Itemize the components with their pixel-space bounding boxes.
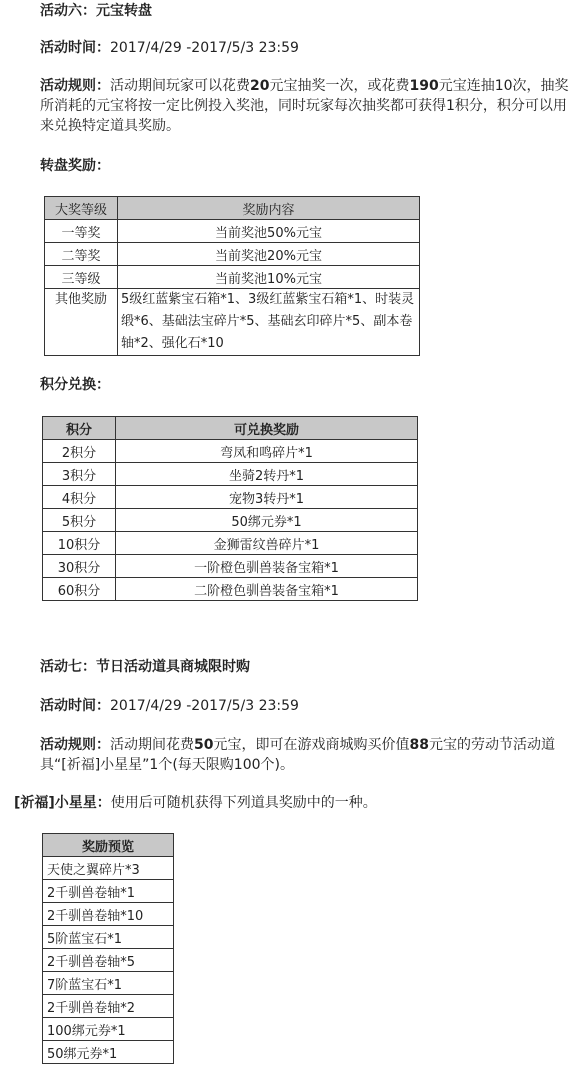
- table-cell: 4积分: [43, 486, 116, 509]
- wheel-rewards-table: [44, 196, 420, 356]
- table-row: [43, 880, 174, 903]
- table-cell: 二等奖: [45, 243, 118, 266]
- section7-rules-label: 活动规则：: [40, 737, 110, 753]
- table-cell: 宠物3转丹*1: [116, 486, 418, 509]
- section7-rules-text-1: 活动期间花费: [110, 737, 194, 753]
- table-header-row: [43, 834, 174, 857]
- table-cell: 当前奖池10%元宝: [118, 266, 420, 289]
- section6-time-value: 2017/4/29 -2017/5/3 23:59: [110, 40, 299, 56]
- table-row: [43, 532, 418, 555]
- table-cell: 3积分: [43, 463, 116, 486]
- table-header-cell: 奖励内容: [118, 197, 420, 220]
- section6-rules-cost-single: 20: [250, 78, 270, 94]
- section6-time: [40, 37, 299, 59]
- section6-rules: [40, 76, 570, 136]
- table-row: [43, 486, 418, 509]
- table-row: [43, 440, 418, 463]
- table-cell: 50绑元券*1: [116, 509, 418, 532]
- section7-title: 活动七：节日活动道具商城限时购: [40, 659, 250, 675]
- table-cell: 7阶蓝宝石*1: [43, 972, 174, 995]
- table-header-cell: 积分: [43, 417, 116, 440]
- section6-rules-text-1: 活动期间玩家可以花费: [110, 78, 250, 94]
- table-row: [43, 463, 418, 486]
- table-cell: 2千驯兽卷轴*10: [43, 903, 174, 926]
- table-cell: 弯凤和鸣碎片*1: [116, 440, 418, 463]
- table-row: [43, 857, 174, 880]
- table-cell: 10积分: [43, 532, 116, 555]
- table-row: [43, 1018, 174, 1041]
- table-cell: 三等级: [45, 266, 118, 289]
- section6-rules-text-3: 元宝连抽10次，抽奖所消耗的元宝将按一定比例投入奖池，同时玩家每次抽奖都可获得1积分，积分可以用来兑换特定道具奖励。: [40, 78, 569, 134]
- table-cell: 金狮雷纹兽碎片*1: [116, 532, 418, 555]
- table-row: [43, 555, 418, 578]
- star-item-description: [14, 792, 377, 814]
- section7-rules-value: 88: [409, 737, 429, 753]
- table-cell: 其他奖励: [45, 289, 118, 356]
- section7-rules: [40, 735, 570, 775]
- table-cell: 当前奖池20%元宝: [118, 243, 420, 266]
- table-row: [43, 972, 174, 995]
- table-row: [43, 1041, 174, 1064]
- table-cell: 5级红蓝紫宝石箱*1、3级红蓝紫宝石箱*1、时装灵缎*6、基础法宝碎片*5、基础玄印碎片*5、副本卷轴*2、强化石*10: [118, 289, 420, 356]
- table-cell: 一等奖: [45, 220, 118, 243]
- star-item-label: [祈福]小星星：: [14, 795, 111, 811]
- section7-rules-cost: 50: [194, 737, 214, 753]
- table-cell: 30积分: [43, 555, 116, 578]
- table-cell: 2千驯兽卷轴*1: [43, 880, 174, 903]
- table-header-cell: 大奖等级: [45, 197, 118, 220]
- table-cell: 50绑元券*1: [43, 1041, 174, 1064]
- table-cell: 2积分: [43, 440, 116, 463]
- table-row: [45, 220, 420, 243]
- table-cell: 坐骑2转丹*1: [116, 463, 418, 486]
- wheel-rewards-title: 转盘奖励：: [40, 158, 110, 174]
- table-header-cell: 奖励预览: [43, 834, 174, 857]
- table-cell: 5积分: [43, 509, 116, 532]
- table-cell: 5阶蓝宝石*1: [43, 926, 174, 949]
- table-cell: 二阶橙色驯兽装备宝箱*1: [116, 578, 418, 601]
- section7-time-value: 2017/4/29 -2017/5/3 23:59: [110, 698, 299, 714]
- section7-time: [40, 695, 299, 717]
- table-row: [43, 949, 174, 972]
- section7-time-label: 活动时间：: [40, 698, 110, 714]
- points-exchange-table: [42, 416, 418, 601]
- section6-title: 活动六：元宝转盘: [40, 3, 152, 19]
- table-cell: 100绑元券*1: [43, 1018, 174, 1041]
- table-cell: 2千驯兽卷轴*5: [43, 949, 174, 972]
- section7-rules-text-3: 元宝的劳动节活动道具“[祈福]小星星”1个(每天限购100个)。: [40, 737, 555, 773]
- section6-rules-label: 活动规则：: [40, 78, 110, 94]
- table-cell: 2千驯兽卷轴*2: [43, 995, 174, 1018]
- table-cell: 一阶橙色驯兽装备宝箱*1: [116, 555, 418, 578]
- table-cell: 天使之翼碎片*3: [43, 857, 174, 880]
- table-row: [45, 289, 420, 356]
- table-header-row: [43, 417, 418, 440]
- section7-rules-text-2: 元宝，即可在游戏商城购买价值: [213, 737, 410, 753]
- table-row: [45, 243, 420, 266]
- table-cell: 60积分: [43, 578, 116, 601]
- table-header-row: [45, 197, 420, 220]
- table-row: [43, 903, 174, 926]
- star-item-desc: 使用后可随机获得下列道具奖励中的一种。: [110, 795, 377, 811]
- table-row: [43, 509, 418, 532]
- table-row: [43, 578, 418, 601]
- points-exchange-title: 积分兑换：: [40, 377, 110, 393]
- table-cell: 当前奖池50%元宝: [118, 220, 420, 243]
- section6-rules-text-2: 元宝抽奖一次，或花费: [269, 78, 410, 94]
- table-header-cell: 可兑换奖励: [116, 417, 418, 440]
- table-row: [43, 926, 174, 949]
- section6-time-label: 活动时间：: [40, 40, 110, 56]
- section6-rules-cost-ten: 190: [409, 78, 439, 94]
- table-row: [43, 995, 174, 1018]
- table-row: [45, 266, 420, 289]
- reward-preview-table: [42, 833, 174, 1064]
